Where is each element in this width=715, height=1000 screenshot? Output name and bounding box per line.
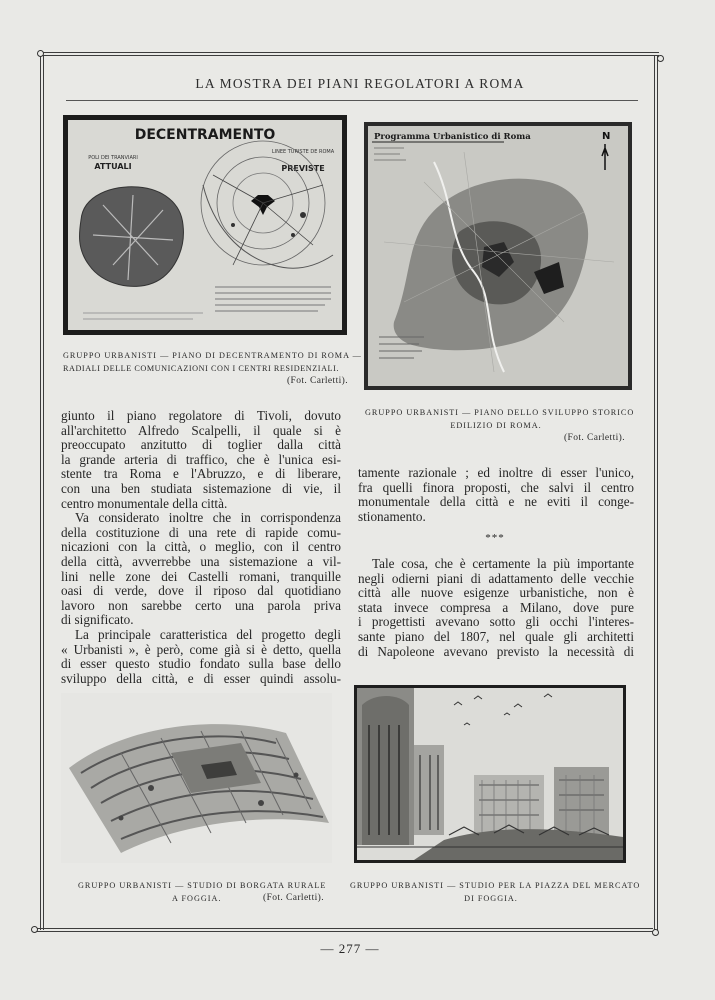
photo-credit: (Fot. Carletti). xyxy=(286,376,348,386)
text-line: i progettisti avevano sotto gli occhi l'interes- xyxy=(358,614,634,630)
photo-credit: (Fot. Carletti). xyxy=(563,433,625,443)
text-line: sviluppo della città, e di esser quindi assolu- xyxy=(61,670,341,686)
text-line: fra quelli finora proposti, che salvi il centro xyxy=(358,479,634,495)
figure-market-square-sketch xyxy=(354,685,626,863)
photo-credit: (Fot. Carletti). xyxy=(263,893,325,903)
text-line: con una ben studiata sistemazione di vie, il xyxy=(61,480,341,496)
caption-line: GRUPPO URBANISTI — PIANO DI DECENTRAMENTO DI ROMA — xyxy=(63,351,362,360)
caption-figure-3 xyxy=(78,879,327,905)
caption-line: EDILIZIO DI ROMA. xyxy=(450,421,542,430)
caption-line: GRUPPO URBANISTI — STUDIO PER LA PIAZZA DEL MERCATO xyxy=(350,881,641,890)
frame-corner-ornament xyxy=(657,55,664,62)
text-line: giunto il piano regolatore di Tivoli, dovuto xyxy=(61,408,341,423)
text-line: stata invece compresa a Milano, dove pure xyxy=(358,599,634,615)
caption-line: GRUPPO URBANISTI — PIANO DELLO SVILUPPO STORICO xyxy=(365,408,635,417)
body-text-right-column-bottom xyxy=(358,557,634,659)
text-line: « Urbanisti », è però, come già si è detto, quella xyxy=(61,641,341,657)
text-line: di significato. xyxy=(61,612,134,628)
running-header: LA MOSTRA DEI PIANI REGOLATORI A ROMA xyxy=(195,76,525,91)
caption-line: DI FOGGIA. xyxy=(464,894,518,903)
figure-rural-village-study xyxy=(61,693,332,863)
caption-figure-1 xyxy=(63,349,362,388)
text-line: di Napoleone avevano previsto la necessità di xyxy=(358,643,634,659)
text-line: la grande arteria di traffico, che è l'unica esi- xyxy=(61,451,341,467)
figure-right-label-small: LINEE TURISTE DE ROMA xyxy=(271,149,335,155)
frame-bottom-rule-inner xyxy=(36,931,653,932)
text-line: città alle nuove esigenze urbanistiche, non è xyxy=(358,585,634,601)
text-line: monumentale della città e ne eviti il conge- xyxy=(358,494,634,510)
text-line: Va considerato inoltre che in corrispondenza xyxy=(75,510,341,526)
text-line: sante piano del 1807, nel quale gli architetti xyxy=(358,628,634,644)
frame-left-rule-inner xyxy=(43,55,44,930)
frame-right-rule-inner xyxy=(657,55,658,930)
text-line: all'architetto Alfredo Scalpelli, il quale si è xyxy=(61,422,341,438)
figure-left-label-small: POLI DEI TRANVIARI xyxy=(88,155,138,161)
text-line: stente tra Roma e l'Abruzzo, e di liberare, xyxy=(61,466,341,482)
figure-title-decentramento: DECENTRAMENTO xyxy=(134,127,276,143)
figure-right-label: PREVISTE xyxy=(281,164,325,173)
section-break-asterism: *** xyxy=(485,532,505,544)
frame-corner-ornament xyxy=(37,50,44,57)
frame-top-rule xyxy=(42,52,659,53)
figure-title-programma: Programma Urbanistico di Roma xyxy=(374,132,531,142)
text-line: preoccupato anzitutto di toglier dalla città xyxy=(61,437,341,453)
text-line: lini nelle zone dei Castelli romani, tranquille xyxy=(61,568,341,584)
text-line: della costituzione di una rete di rapide comu- xyxy=(61,524,341,540)
text-line: tamente razionale ; ed inoltre di esser l'unico, xyxy=(358,465,634,480)
frame-top-rule-inner xyxy=(42,55,659,56)
frame-right-rule xyxy=(654,55,655,930)
text-line: stionamento. xyxy=(358,508,426,524)
caption-line: GRUPPO URBANISTI — STUDIO DI BORGATA RURALE xyxy=(78,881,327,890)
figure-historic-development-map xyxy=(364,122,632,390)
text-line: della città, avverrebbe una sistemazione a vil- xyxy=(61,553,341,569)
caption-figure-4 xyxy=(350,879,641,905)
north-arrow-label: N xyxy=(602,131,611,142)
figure-decentramento-plan xyxy=(63,115,347,335)
header-underline xyxy=(66,100,638,101)
frame-bottom-rule xyxy=(36,928,653,929)
text-line: oasi di verde, dove il riposo dal quotidiano xyxy=(61,583,341,599)
figure-left-label: ATTUALI xyxy=(94,162,132,171)
caption-line: A FOGGIA. xyxy=(172,894,222,903)
text-line: lavoro non sarebbe certo una parola priva xyxy=(61,597,341,613)
caption-figure-2 xyxy=(365,406,635,445)
text-line: di esser questo studio fondato sulla base dello xyxy=(61,656,341,672)
caption-line: RADIALI DELLE COMUNICAZIONI CON I CENTRI RESIDENZIALI. xyxy=(63,364,339,373)
text-line: centro monumentale della città. xyxy=(61,495,228,511)
text-line: negli odierni piani di adattamento delle vecchie xyxy=(358,570,634,586)
body-text-left-column xyxy=(61,409,341,686)
frame-corner-ornament xyxy=(31,926,38,933)
frame-left-rule xyxy=(40,55,41,930)
body-text-right-column-top xyxy=(358,466,634,524)
frame-corner-ornament xyxy=(652,929,659,936)
text-line: Tale cosa, che è certamente la più importante xyxy=(372,556,634,571)
text-line: nicazioni con la città, o meglio, con il centro xyxy=(61,539,341,555)
text-line: La principale caratteristica del progetto degli xyxy=(75,626,341,642)
page-number: — 277 — xyxy=(320,941,380,956)
